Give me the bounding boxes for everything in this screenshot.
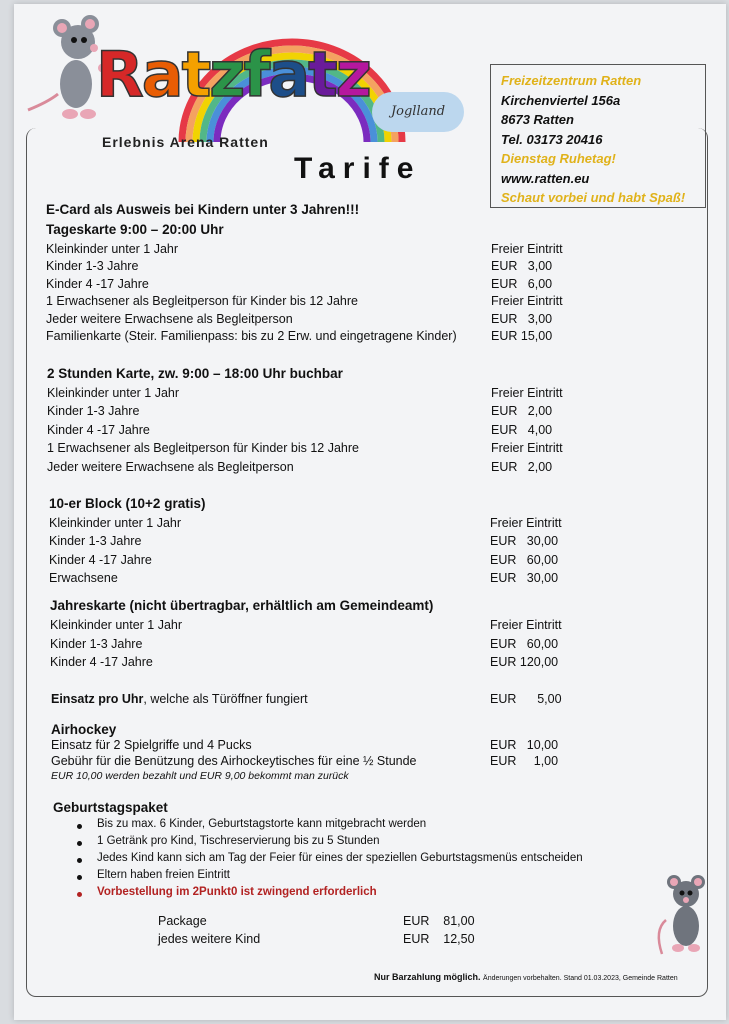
tariff-label: Kleinkinder unter 1 Jahr	[50, 618, 183, 632]
bullet-icon	[77, 875, 82, 880]
section-heading: Jahreskarte (nicht übertragbar, erhältlich am Gemeindeamt)	[50, 598, 434, 613]
einsatz-price: EUR 5,00	[490, 692, 562, 706]
info-tel: Tel. 03173 20416	[501, 131, 603, 147]
info-city: 8673 Ratten	[501, 112, 574, 127]
airhockey-note: EUR 10,00 werden bezahlt und EUR 9,00 bekommt man zurück	[51, 770, 349, 782]
birthday-bullet: Bis zu max. 6 Kinder, Geburtstagstorte kann mitgebracht werden	[97, 818, 427, 830]
section-heading: 10-er Block (10+2 gratis)	[49, 496, 206, 511]
logo-letter: z	[209, 38, 244, 111]
birthday-heading: Geburtstagspaket	[53, 800, 168, 815]
info-street: Kirchenviertel 156a	[501, 92, 621, 108]
tariff-label: Erwachsene	[49, 571, 118, 586]
tariff-price: EUR 30,00	[490, 534, 559, 549]
bullet-icon	[77, 892, 82, 897]
footer-note: Änderungen vorbehalten. Stand 01.03.2023, Gemeinde Ratten	[483, 975, 678, 982]
info-box	[490, 64, 706, 208]
tariff-label: Jeder weitere Erwachsene als Begleitperson	[47, 459, 294, 474]
ecard-notice: E-Card als Ausweis bei Kindern unter 3 Jahren!!!	[46, 202, 360, 217]
section-heading: 2 Stunden Karte, zw. 9:00 – 18:00 Uhr buchbar	[47, 366, 343, 381]
tariff-label: Kleinkinder unter 1 Jahr	[49, 516, 182, 530]
bullet-icon	[77, 841, 82, 846]
logo-letter: R	[96, 38, 142, 111]
tariff-price: EUR 15,00	[491, 329, 553, 343]
tariff-label: Kinder 4 -17 Jahre	[49, 552, 152, 567]
bullet-icon	[77, 824, 82, 829]
einsatz-row	[51, 692, 308, 706]
airhockey-heading: Airhockey	[51, 722, 117, 737]
birthday-bullet: 1 Getränk pro Kind, Tischreservierung bis zu 5 Stunden	[97, 835, 380, 847]
tariff-price: EUR 4,00	[491, 422, 553, 437]
tariff-label: Kinder 1-3 Jahre	[46, 259, 139, 274]
bullet-icon	[77, 858, 82, 863]
footer-cash-only: Nur Barzahlung möglich.	[374, 972, 481, 982]
tariff-price: EUR 6,00	[491, 276, 553, 291]
tariff-price: Freier Eintritt	[490, 618, 562, 632]
package-price: EUR 81,00	[403, 914, 475, 928]
tariff-label: Kinder 4 -17 Jahre	[47, 422, 150, 437]
joglland-cloud: Joglland	[372, 92, 464, 132]
mouse-mascot-icon	[650, 870, 714, 960]
logo-letter: t	[308, 38, 336, 111]
birthday-bullet: Eltern haben freien Eintritt	[97, 869, 230, 881]
tariff-price: EUR 120,00	[490, 655, 559, 669]
tariff-label: Familienkarte (Steir. Familienpass: bis zu 2 Erw. und eingetragene Kinder)	[46, 329, 457, 343]
section-heading: Tageskarte 9:00 – 20:00 Uhr	[46, 222, 224, 237]
tariff-price: Freier Eintritt	[491, 242, 563, 256]
tariff-price: Freier Eintritt	[490, 516, 562, 530]
extra-child-label: jedes weitere Kind	[158, 932, 261, 946]
tariff-price: EUR 60,00	[490, 552, 559, 567]
tariff-price: Freier Eintritt	[491, 386, 563, 400]
tariff-label: 1 Erwachsener als Begleitperson für Kinder bis 12 Jahre	[46, 294, 358, 309]
tariff-price: EUR 3,00	[491, 259, 553, 274]
logo-letter: t	[181, 38, 210, 111]
airhockey-row-label: Einsatz für 2 Spielgriffe und 4 Pucks	[51, 738, 252, 752]
tariff-label: 1 Erwachsener als Begleitperson für Kinder bis 12 Jahre	[47, 441, 359, 456]
birthday-bullet: Jedes Kind kann sich am Tag der Feier für eines der speziellen Geburtstagsmenüs entscheiden	[97, 852, 583, 864]
airhockey-row-price: EUR 10,00	[490, 738, 559, 752]
tariff-label: Kinder 1-3 Jahre	[49, 534, 142, 549]
page-title: Tarife	[294, 152, 422, 185]
tariff-label: Kleinkinder unter 1 Jahr	[46, 242, 179, 256]
logo-letter: z	[335, 38, 370, 111]
preorder-notice: Vorbestellung im 2Punkt0 ist zwingend erforderlich	[97, 886, 377, 898]
tariff-price: Freier Eintritt	[491, 294, 563, 309]
package-label: Package	[158, 914, 207, 928]
footer	[374, 972, 678, 982]
airhockey-row-label: Gebühr für die Benützung des Airhockeytisches für eine ½ Stunde	[51, 754, 417, 768]
tariff-label: Kleinkinder unter 1 Jahr	[47, 386, 180, 400]
tariff-price: EUR 2,00	[491, 404, 553, 419]
info-web: www.ratten.eu	[501, 170, 590, 186]
tariff-label: Kinder 4 -17 Jahre	[50, 655, 153, 669]
logo-letter: a	[141, 38, 182, 111]
logo-letter: f	[243, 38, 269, 111]
tariff-price: EUR 3,00	[491, 311, 553, 326]
tariff-label: Kinder 1-3 Jahre	[50, 636, 143, 651]
tariff-label: Kinder 1-3 Jahre	[47, 404, 140, 419]
info-name: Freizeitzentrum Ratten	[501, 73, 642, 88]
info-slogan: Schaut vorbei und habt Spaß!	[501, 190, 686, 205]
logo-letter: a	[268, 38, 309, 111]
info-closed: Dienstag Ruhetag!	[501, 151, 616, 166]
einsatz-rest: , welche als Türöffner fungiert	[143, 692, 308, 706]
tariff-price: EUR 2,00	[491, 459, 553, 474]
logo-subtitle: Erlebnis Arena Ratten	[102, 134, 269, 150]
ratzfatz-logo	[96, 38, 370, 111]
extra-child-price: EUR 12,50	[403, 932, 475, 946]
tariff-label: Jeder weitere Erwachsene als Begleitperson	[46, 311, 293, 326]
tariff-label: Kinder 4 -17 Jahre	[46, 276, 149, 291]
einsatz-label: Einsatz pro Uhr	[51, 692, 144, 706]
tariff-price: Freier Eintritt	[491, 441, 563, 456]
tariff-price: EUR 30,00	[490, 571, 559, 586]
airhockey-row-price: EUR 1,00	[490, 754, 559, 768]
tariff-price: EUR 60,00	[490, 636, 559, 651]
